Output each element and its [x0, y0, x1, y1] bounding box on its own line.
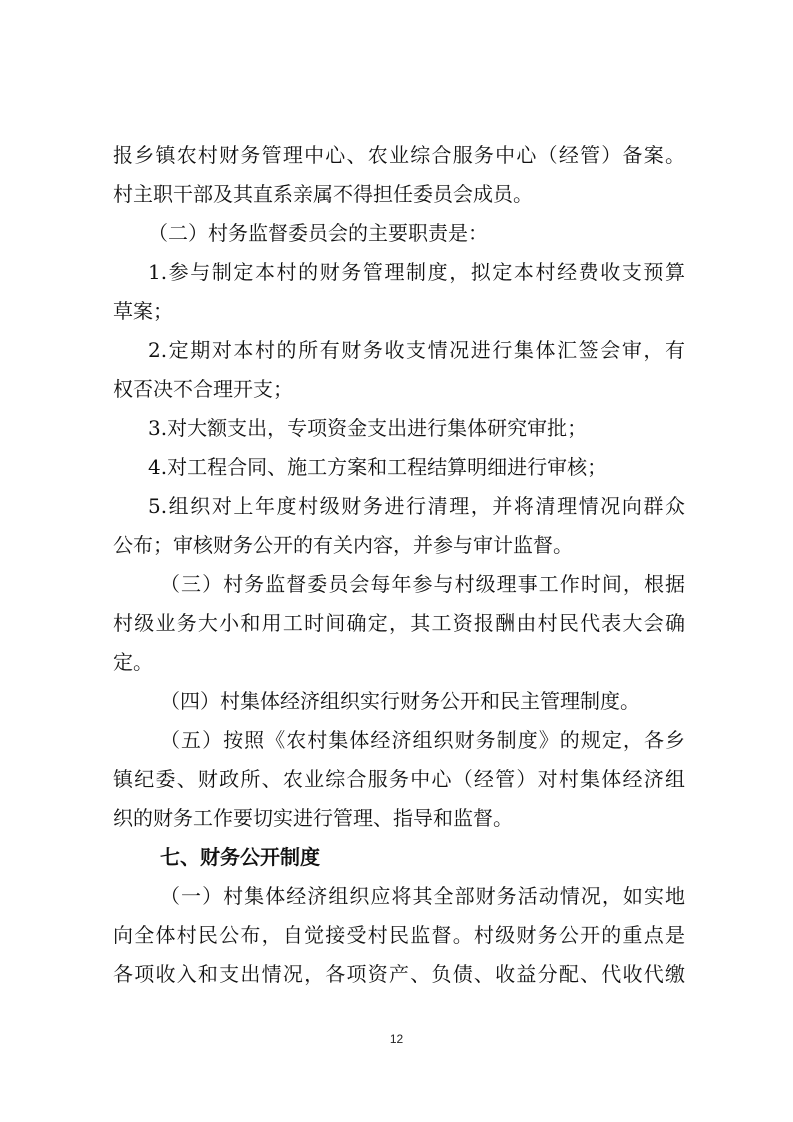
paragraph-line: 4.对工程合同、施工方案和工程结算明细进行审核； [148, 455, 608, 479]
paragraph-line: 公布；审核财务公开的有关内容，并参与审计监督。 [113, 533, 573, 557]
paragraph-line: （五）按照《农村集体经济组织财务制度》的规定，各乡 [160, 728, 685, 752]
paragraph-line: （三）村务监督委员会每年参与村级理事工作时间，根据 [160, 572, 685, 596]
paragraph-line: 向全体村民公布，自觉接受村民监督。村级财务公开的重点是 [113, 923, 685, 947]
paragraph-line: 草案； [113, 299, 173, 323]
paragraph-line: 报乡镇农村财务管理中心、农业综合服务中心（经管）备案。 [113, 143, 685, 167]
paragraph-line: 3.对大额支出，专项资金支出进行集体研究审批； [148, 416, 588, 440]
paragraph-line: 村主职干部及其直系亲属不得担任委员会成员。 [113, 182, 533, 206]
paragraph-line: 1.参与制定本村的财务管理制度，拟定本村经费收支预算 [148, 260, 685, 284]
paragraph-line: 各项收入和支出情况，各项资产、负债、收益分配、代收代缴 [113, 962, 685, 986]
section-heading: 七、财务公开制度 [160, 845, 320, 869]
paragraph-line: 村级业务大小和用工时间确定，其工资报酬由村民代表大会确 [113, 611, 685, 635]
paragraph-line: 2.定期对本村的所有财务收支情况进行集体汇签会审，有 [148, 338, 685, 362]
page-number: 12 [389, 1032, 404, 1046]
paragraph-line: 权否决不合理开支； [113, 377, 293, 401]
paragraph-line: （一）村集体经济组织应将其全部财务活动情况，如实地 [160, 884, 685, 908]
paragraph-line: （二）村务监督委员会的主要职责是： [148, 221, 488, 245]
paragraph-line: 镇纪委、财政所、农业综合服务中心（经管）对村集体经济组 [113, 767, 685, 791]
paragraph-line: 5.组织对上年度村级财务进行清理，并将清理情况向群众 [148, 494, 685, 518]
paragraph-line: （四）村集体经济组织实行财务公开和民主管理制度。 [160, 689, 640, 713]
paragraph-line: 织的财务工作要切实进行管理、指导和监督。 [113, 806, 513, 830]
paragraph-line: 定。 [113, 650, 153, 674]
